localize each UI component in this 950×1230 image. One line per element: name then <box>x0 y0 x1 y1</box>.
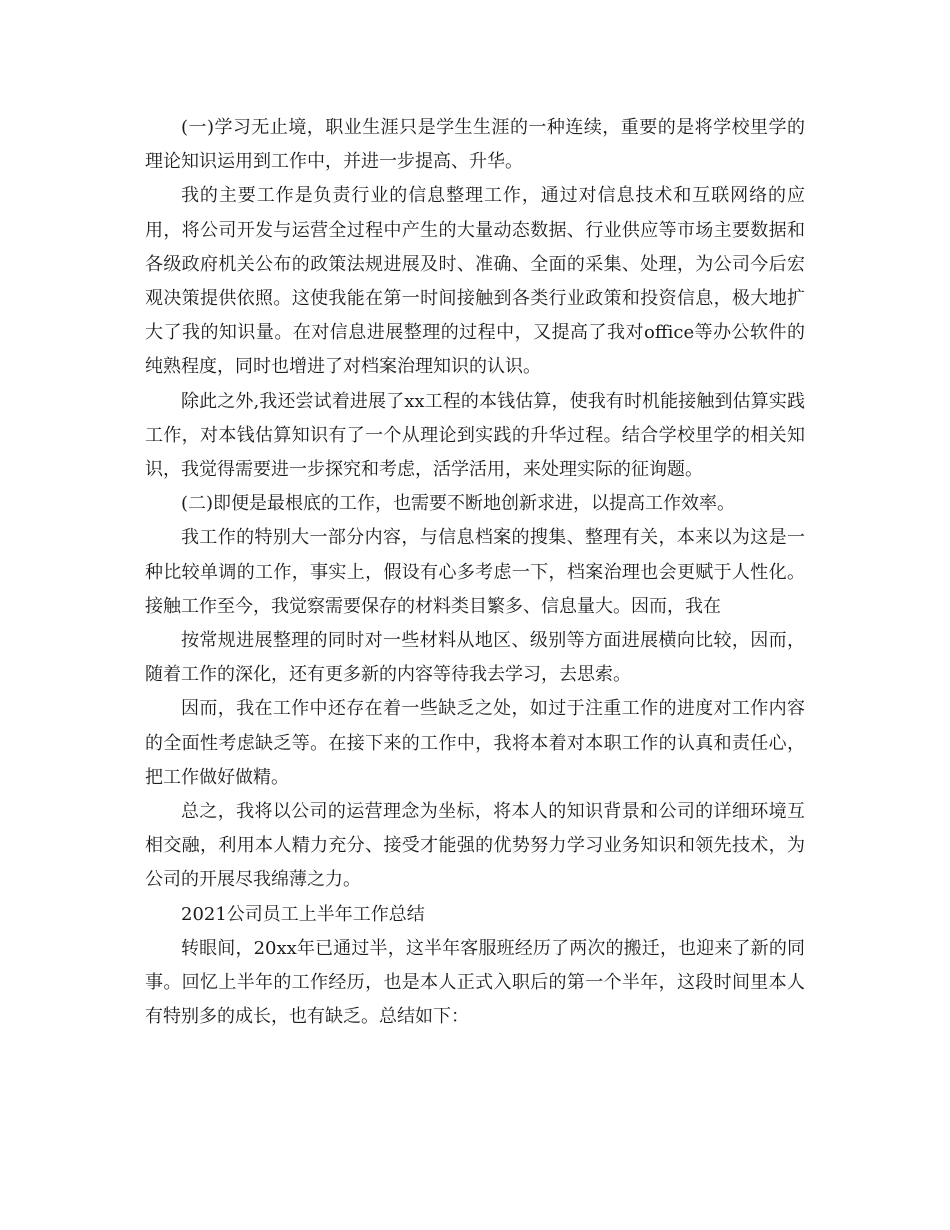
paragraph: 除此之外,我还尝试着进展了xx工程的本钱估算，使我有时机能接触到估算实践工作，对本钱估算知识有了一个从理论到实践的升华过程。结合学校里学的相关知识，我觉得需要进一步探究和考虑，活学活用，来处理实际的征询题。 <box>145 390 805 481</box>
paragraph: 我的主要工作是负责行业的信息整理工作，通过对信息技术和互联网络的应用，将公司开发与运营全过程中产生的大量动态数据、行业供应等市场主要数据和各级政府机关公布的政策法规进展及时、准确、全面的采集、处理，为公司今后宏观决策提供依照。这使我能在第一时间接触到各类行业政策和投资信息，极大地扩大了我的知识量。在对信息进展整理的过程中，又提高了我对office等办公软件的纯熟程度，同时也增进了对档案治理知识的认识。 <box>145 185 805 378</box>
document-body <box>145 111 805 1034</box>
paragraph: 按常规进展整理的同时对一些材料从地区、级别等方面进展横向比较，因而，随着工作的深化，还有更多新的内容等待我去学习，去思索。 <box>145 630 805 686</box>
paragraph: 因而，我在工作中还存在着一些缺乏之处，如过于注重工作的进度对工作内容的全面性考虑缺乏等。在接下来的工作中，我将本着对本职工作的认真和责任心，把工作做好做精。 <box>145 698 805 788</box>
paragraph: (一)学习无止境，职业生涯只是学生生涯的一种连续，重要的是将学校里学的理论知识运用到工作中，并进一步提高、升华。 <box>145 117 805 173</box>
section-heading: 2021公司员工上半年工作总结 <box>181 903 425 925</box>
paragraph: 总之，我将以公司的运营理念为坐标，将本人的知识背景和公司的详细环境互相交融，利用本人精力充分、接受才能强的优势努力学习业务知识和领先技术，为公司的开展尽我绵薄之力。 <box>145 801 805 891</box>
paragraph: 转眼间，20xx年已通过半，这半年客服班经历了两次的搬迁，也迎来了新的同事。回忆上半年的工作经历，也是本人正式入职后的第一个半年，这段时间里本人有特别多的成长，也有缺乏。总结如下： <box>145 937 805 1028</box>
paragraph: 我工作的特别大一部分内容，与信息档案的搜集、整理有关，本来以为这是一种比较单调的工作，事实上，假设有心多考虑一下，档案治理也会更赋于人性化。接触工作至今，我觉察需要保存的材料类目繁多、信息量大。因而，我在 <box>145 527 805 617</box>
paragraph: (二)即便是最根底的工作，也需要不断地创新求进，以提高工作效率。 <box>181 493 736 515</box>
